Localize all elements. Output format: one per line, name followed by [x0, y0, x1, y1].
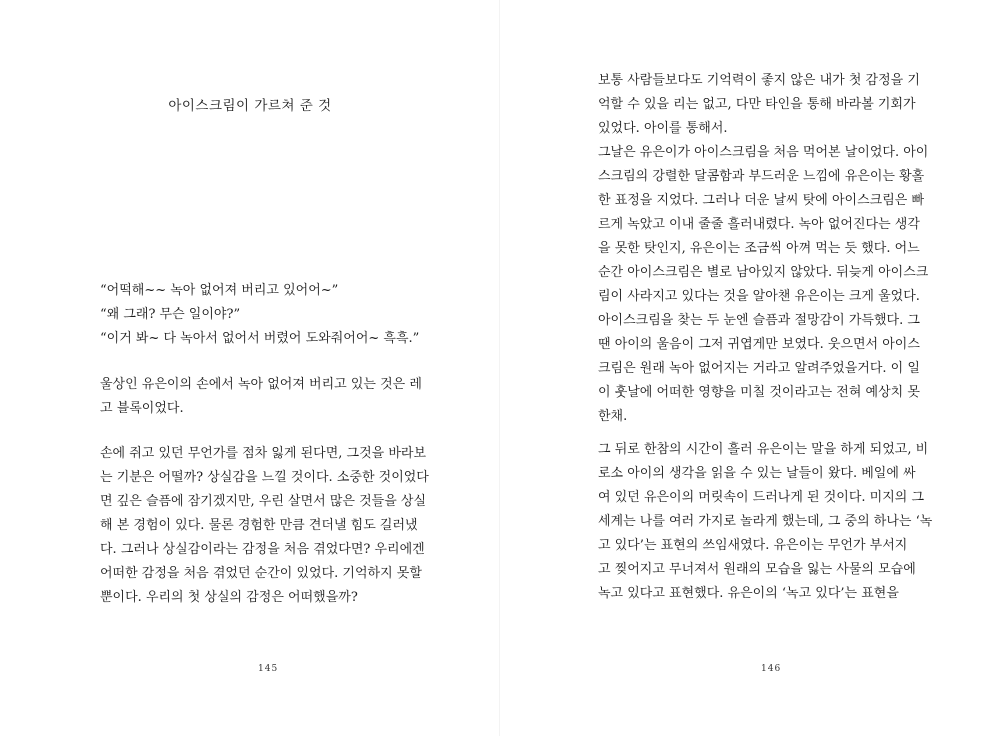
paragraph: [598, 69, 942, 141]
text-line: 땐 아이의 울음이 그저 귀엽게만 보였다. 웃으면서 아이스: [598, 337, 920, 352]
text-line: 림이 사라지고 있다는 것을 알아챈 유은이는 크게 울었다.: [598, 289, 920, 304]
text-line: 는 기분은 어떨까? 상실감을 느낄 것이다. 소중한 것이었다: [100, 470, 429, 485]
text-line: 로소 아이의 생각을 읽을 수 있는 날들이 왔다. 베일에 싸: [598, 466, 916, 481]
dialogue-line: “어떡해~~ 녹아 없어져 버리고 있어어~”: [100, 283, 339, 298]
text-line: 이 훗날에 어떠한 영향을 미칠 것이라고는 전혀 예상치 못: [598, 385, 920, 400]
text-line: 고 블록이었다.: [100, 401, 184, 416]
paragraph: [100, 442, 443, 610]
text-line: 을 못한 탓인지, 유은이는 조금씩 아껴 먹는 듯 했다. 어느: [598, 241, 920, 256]
text-line: 면 깊은 슬픔에 잠기겠지만, 우린 살면서 많은 것들을 상실: [100, 494, 427, 509]
page-number: 145: [258, 664, 279, 674]
text-line: 울상인 유은이의 손에서 녹아 없어져 버리고 있는 것은 레: [100, 377, 422, 392]
dialogue-block: [100, 279, 443, 351]
chapter-title: 아이스크림이 가르쳐 준 것: [168, 98, 332, 114]
text-line: 그 뒤로 한참의 시간이 흘러 유은이는 말을 하게 되었고, 비: [598, 442, 929, 457]
paragraph: [598, 141, 942, 429]
text-line: 손에 쥐고 있던 무언가를 점차 잃게 된다면, 그것을 바라보: [100, 446, 427, 461]
dialogue-line: “이거 봐~ 다 녹아서 없어서 버렸어 도와줘어어~ 흑흑.”: [100, 331, 420, 346]
text-line: 스크림의 강렬한 달콤함과 부드러운 느낌에 유은이는 황홀: [598, 169, 925, 184]
text-line: 해 본 경험이 있다. 물론 경험한 만큼 견더낼 힘도 길러냈: [100, 518, 418, 533]
text-line: 녹고 있다고 표현했다. 유은이의 ‘녹고 있다’는 표현을: [598, 586, 899, 601]
text-line: 한 표정을 지었다. 그러나 더운 날씨 탓에 아이스크림은 빠: [598, 193, 925, 208]
text-line: 고 찢어지고 무너져서 원래의 모습을 잃는 사물의 모습에: [598, 562, 916, 577]
text-line: 여 있던 유은이의 머릿속이 드러나게 된 것이다. 미지의 그: [598, 490, 925, 505]
text-line: 아이스크림을 찾는 두 눈엔 슬픔과 절망감이 가득했다. 그: [598, 313, 920, 328]
text-line: 세계는 나를 여러 가지로 놀라게 했는데, 그 중의 하나는 ‘녹: [598, 514, 933, 529]
text-line: 크림은 원래 녹아 없어지는 거라고 알려주었을거다. 이 일: [598, 361, 920, 376]
text-line: 뿐이다. 우리의 첫 상실의 감정은 어떠했을까?: [100, 590, 358, 605]
text-line: 보통 사람들보다도 기억력이 좋지 않은 내가 첫 감정을 기: [598, 73, 920, 88]
paragraph: [100, 373, 443, 421]
text-line: 고 있다’는 표현의 쓰임새였다. 유은이는 무언가 부서지: [598, 538, 908, 553]
text-line: 어떠한 감정을 처음 겪었던 순간이 있었다. 기억하지 못할: [100, 566, 422, 581]
text-line: 그날은 유은이가 아이스크림을 처음 먹어본 날이었다. 아이: [598, 145, 929, 160]
page-number: 146: [761, 664, 782, 674]
text-line: 순간 아이스크림은 별로 남아있지 않았다. 뒤늦게 아이스크: [598, 265, 929, 280]
text-line: 르게 녹았고 이내 줄줄 흘러내렸다. 녹아 없어진다는 생각: [598, 217, 920, 232]
text-line: 있었다. 아이를 통해서.: [598, 121, 728, 136]
text-line: 다. 그러나 상실감이라는 감정을 처음 겪었다면? 우리에겐: [100, 542, 425, 557]
dialogue-line: “왜 그래? 무슨 일이야?”: [100, 307, 241, 322]
text-line: 억할 수 있을 리는 없고, 다만 타인을 통해 바라볼 기회가: [598, 97, 916, 112]
paragraph: [598, 438, 942, 606]
text-line: 한채.: [598, 409, 628, 424]
